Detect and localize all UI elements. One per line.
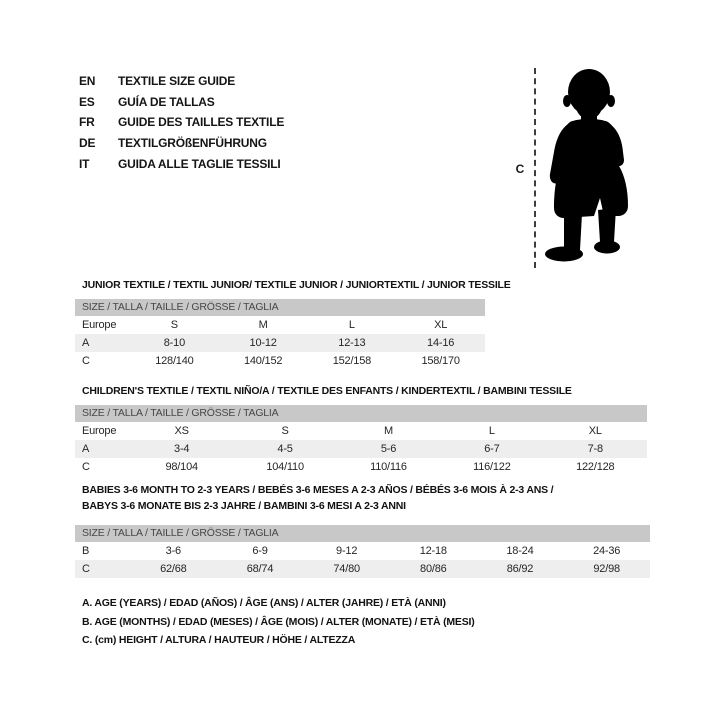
size-cell: XS (174, 425, 189, 437)
language-row-en (79, 71, 284, 92)
babies-size-header-bar: SIZE / TALLA / TAILLE / GRÖSSE / TAGLIA (75, 525, 650, 542)
language-label: GUIDE DES TAILLES TEXTILE (118, 115, 285, 130)
language-row-es (79, 92, 284, 113)
size-cell: 68/74 (246, 563, 274, 575)
size-cell: 9-12 (336, 545, 358, 557)
row-label: A (82, 443, 90, 455)
size-cell: 12-18 (419, 545, 447, 557)
row-label: A (82, 337, 90, 349)
height-measure-label: C (515, 162, 525, 176)
babies-size-table (75, 542, 650, 578)
size-cell: M (258, 319, 268, 331)
children-section-title: CHILDREN'S TEXTILE / TEXTIL NIÑO/A / TEXTILE DES ENFANTS / KINDERTEXTIL / BAMBINI TESSILE (82, 385, 572, 397)
language-row-it (79, 153, 284, 174)
size-cell: XL (434, 319, 448, 331)
size-cell: 5-6 (380, 443, 397, 455)
size-cell: 62/68 (160, 563, 187, 575)
language-label: GUIDA ALLE TAGLIE TESSILI (118, 156, 281, 171)
language-code: DE (79, 136, 96, 151)
size-cell: 6-9 (252, 545, 268, 557)
babies-title-line2: BABYS 3-6 MONATE BIS 2-3 JAHRE / BAMBINI 3-6 MESI A 2-3 ANNI (82, 500, 406, 512)
size-cell: 74/80 (333, 563, 360, 575)
children-size-header-bar: SIZE / TALLA / TAILLE / GRÖSSE / TAGLIA (75, 405, 647, 422)
size-cell: 128/140 (155, 355, 194, 367)
language-code: EN (79, 74, 96, 89)
size-cell: 86/92 (506, 563, 534, 575)
language-row-de (79, 133, 284, 154)
children-size-table (75, 422, 647, 476)
size-cell: 80/86 (420, 563, 447, 575)
table-row (75, 422, 647, 440)
babies-section-title (82, 482, 553, 514)
junior-size-table (75, 316, 485, 370)
table-row (75, 458, 647, 476)
table-row (75, 542, 650, 560)
size-cell: 7-8 (587, 443, 603, 455)
size-cell: 158/170 (421, 355, 460, 367)
size-cell: S (281, 425, 289, 437)
size-cell: XL (588, 425, 602, 437)
size-cell: 3-6 (165, 545, 181, 557)
size-cell: 152/158 (332, 355, 372, 367)
babies-title-line1: BABIES 3-6 MONTH TO 2-3 YEARS / BEBÉS 3-6 MESES A 2-3 AÑOS / BÉBÉS 3-6 MOIS À 2-3 ANS / (82, 484, 554, 496)
row-label: C (82, 355, 90, 367)
row-label: C (82, 461, 90, 473)
size-cell: 4-5 (277, 443, 293, 455)
table-row (75, 316, 485, 334)
size-cell: 10-12 (249, 337, 277, 349)
size-cell: 18-24 (506, 545, 534, 557)
language-code: IT (79, 156, 90, 171)
size-cell: S (170, 319, 178, 331)
row-label: Europe (82, 319, 117, 331)
size-cell: 92/98 (593, 563, 620, 575)
size-cell: 24-36 (593, 545, 621, 557)
size-cell: 110/116 (370, 461, 407, 473)
row-label: B (82, 545, 90, 557)
size-cell: 6-7 (484, 443, 500, 455)
size-cell: 116/122 (473, 461, 511, 473)
size-cell: 14-16 (427, 337, 455, 349)
baby-silhouette-icon (540, 68, 632, 270)
size-cell: 122/128 (576, 461, 615, 473)
size-cell: 3-4 (174, 443, 190, 455)
size-cell: 12-13 (338, 337, 366, 349)
height-measure-dashed-line (534, 68, 536, 268)
size-cell: L (348, 319, 355, 331)
row-label: Europe (82, 425, 117, 437)
language-label: GUÍA DE TALLAS (118, 94, 215, 109)
row-label: C (82, 563, 90, 575)
legend-line-c: C. (cm) HEIGHT / ALTURA / HAUTEUR / HÖHE / ALTEZZA (82, 634, 356, 647)
language-list (79, 71, 284, 174)
language-code: ES (79, 94, 95, 109)
size-cell: 140/152 (243, 355, 283, 367)
size-cell: L (488, 425, 495, 437)
size-cell: 104/110 (266, 461, 304, 473)
junior-section-title: JUNIOR TEXTILE / TEXTIL JUNIOR/ TEXTILE JUNIOR / JUNIORTEXTIL / JUNIOR TESSILE (82, 279, 511, 291)
size-cell: M (383, 425, 393, 437)
size-cell: 98/104 (165, 461, 198, 473)
legend-line-a: A. AGE (YEARS) / EDAD (AÑOS) / ÂGE (ANS) / ALTER (JAHRE) / ETÀ (ANNI) (82, 597, 446, 609)
language-row-fr (79, 112, 284, 133)
legend-line-b: B. AGE (MONTHS) / EDAD (MESES) / ÂGE (MOIS) / ALTER (MONATE) / ETÀ (MESI) (82, 615, 475, 628)
language-code: FR (79, 115, 95, 130)
table-row (75, 334, 485, 352)
language-label: TEXTILGRÖßENFÜHRUNG (118, 136, 267, 151)
table-row (75, 440, 647, 458)
table-row (75, 560, 650, 578)
measurement-legend (82, 594, 475, 650)
language-label: TEXTILE SIZE GUIDE (118, 74, 236, 89)
size-cell: 8-10 (163, 337, 185, 349)
table-row (75, 352, 485, 370)
junior-size-header-bar: SIZE / TALLA / TAILLE / GRÖSSE / TAGLIA (75, 299, 485, 316)
